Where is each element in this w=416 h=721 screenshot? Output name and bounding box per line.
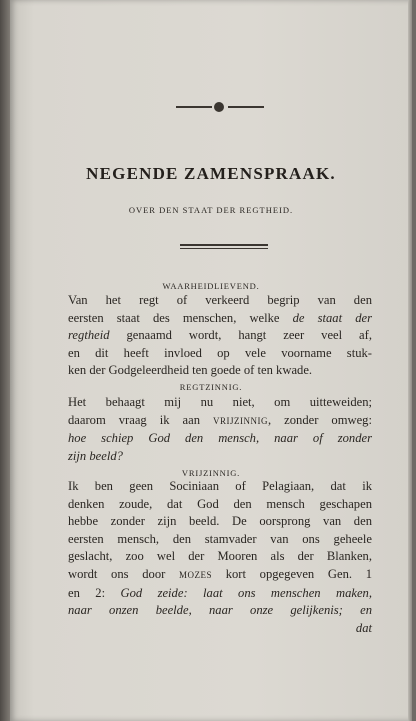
paragraph-2 — [68, 394, 372, 465]
text-line: daarom vraag ik aan VRIJZINNIG, zonder omweg: — [68, 412, 372, 427]
text-line: ken der Godgeleerdheid ten goede of ten kwade. — [68, 363, 313, 378]
text-line: denken zoude, dat God den mensch geschapen — [68, 496, 372, 511]
text-line: hoe schiep God den mensch, naar of zonder — [68, 431, 372, 446]
text-line: wordt ons door MOZES kort opgegeven Gen. 1 — [68, 566, 372, 581]
speaker-label: VRIJZINNIG. — [181, 468, 241, 478]
text-line: en 2: God zeide: laat ons menschen maken, — [68, 585, 372, 600]
ornament-divider — [176, 101, 264, 113]
text-line: Ik ben geen Sociniaan of Pelagiaan, dat ik — [68, 479, 372, 493]
book-page — [10, 0, 412, 721]
text-line: Het behaagt mij nu niet, om uitteweiden; — [68, 395, 372, 409]
speaker-label: REGTZINNIG. — [179, 382, 243, 392]
speaker-label: WAARHEIDLIEVEND. — [162, 281, 260, 291]
paragraph-1 — [68, 292, 372, 380]
text-line: eersten mensch, den stamvader van ons geheele — [68, 531, 372, 546]
text-line: regtheid genaamd wordt, hangt zeer veel af, — [68, 328, 372, 343]
chapter-title: NEGENDE ZAMENSPRAAK. — [86, 164, 336, 183]
chapter-subtitle: OVER DEN STAAT DER REGTHEID. — [128, 205, 294, 215]
text-line: eersten staat des menschen, welke de staat der — [68, 310, 372, 325]
text-line: naar onzen beelde, naar onze gelijkenis; en — [68, 603, 372, 618]
catchword: dat — [355, 620, 372, 635]
text-line: Van het regt of verkeerd begrip van den — [68, 293, 372, 307]
paragraph-3 — [68, 478, 372, 637]
page-edge — [408, 0, 412, 721]
text-line: geslacht, zoo wel der Mooren als der Blanken, — [68, 549, 372, 564]
text-line: en dit heeft invloed op vele voorname stuk- — [68, 345, 372, 360]
double-rule — [180, 244, 268, 249]
book-spine — [0, 0, 10, 721]
text-line: zijn beeld? — [68, 448, 123, 463]
text-line: hebbe zonder zijn beeld. De oorsprong van den — [68, 514, 372, 529]
